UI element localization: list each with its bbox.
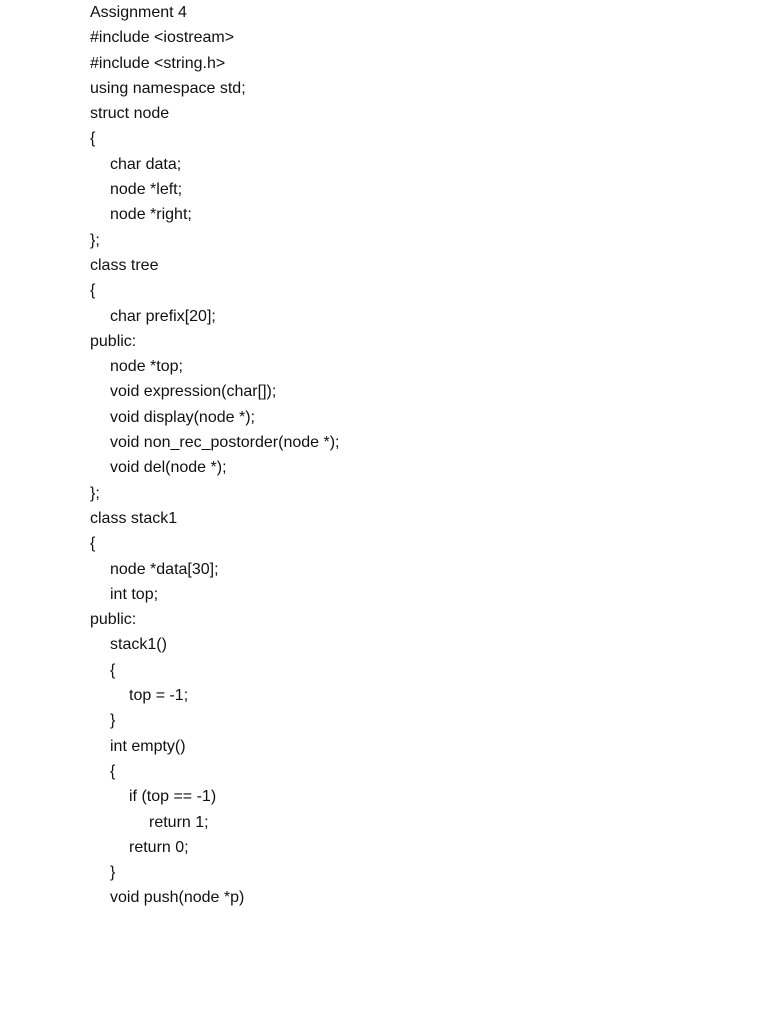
code-line: char prefix[20]; [110,307,216,325]
code-line: node *data[30]; [110,560,219,578]
code-line: top = -1; [129,687,189,705]
code-line: stack1() [110,636,167,654]
code-line: Assignment 4 [90,4,187,21]
code-line: { [110,762,116,780]
code-line: #include <iostream> [90,29,235,47]
code-line: class stack1 [90,509,178,527]
code-line: return 0; [129,838,189,856]
code-line: public: [90,332,137,350]
code-line: return 1; [149,813,209,831]
code-line: struct node [90,105,170,123]
code-line: }; [90,231,100,249]
code-line: node *top; [110,358,183,376]
code-line: using namespace std; [90,79,246,97]
code-listing [90,0,339,911]
code-line: void non_rec_postorder(node *); [110,434,340,452]
code-line: int top; [110,585,159,603]
code-line: void display(node *); [110,408,255,426]
code-line: } [110,712,116,730]
code-line: void del(node *); [110,459,227,477]
code-line: public: [90,611,137,629]
code-line: char data; [110,155,182,173]
code-line: node *left; [110,181,183,199]
code-line: node *right; [110,206,192,224]
code-line: { [110,661,116,679]
code-line: int empty() [110,737,186,755]
code-line: }; [90,484,100,502]
code-line: void push(node *p) [110,889,245,907]
code-line: if (top == -1) [129,788,217,806]
code-line: { [90,282,96,300]
code-line: void expression(char[]); [110,383,277,401]
code-line: class tree [90,256,159,274]
code-line: { [90,130,96,148]
code-line: } [110,864,116,882]
code-line: #include <string.h> [90,54,226,72]
code-line: { [90,535,96,553]
